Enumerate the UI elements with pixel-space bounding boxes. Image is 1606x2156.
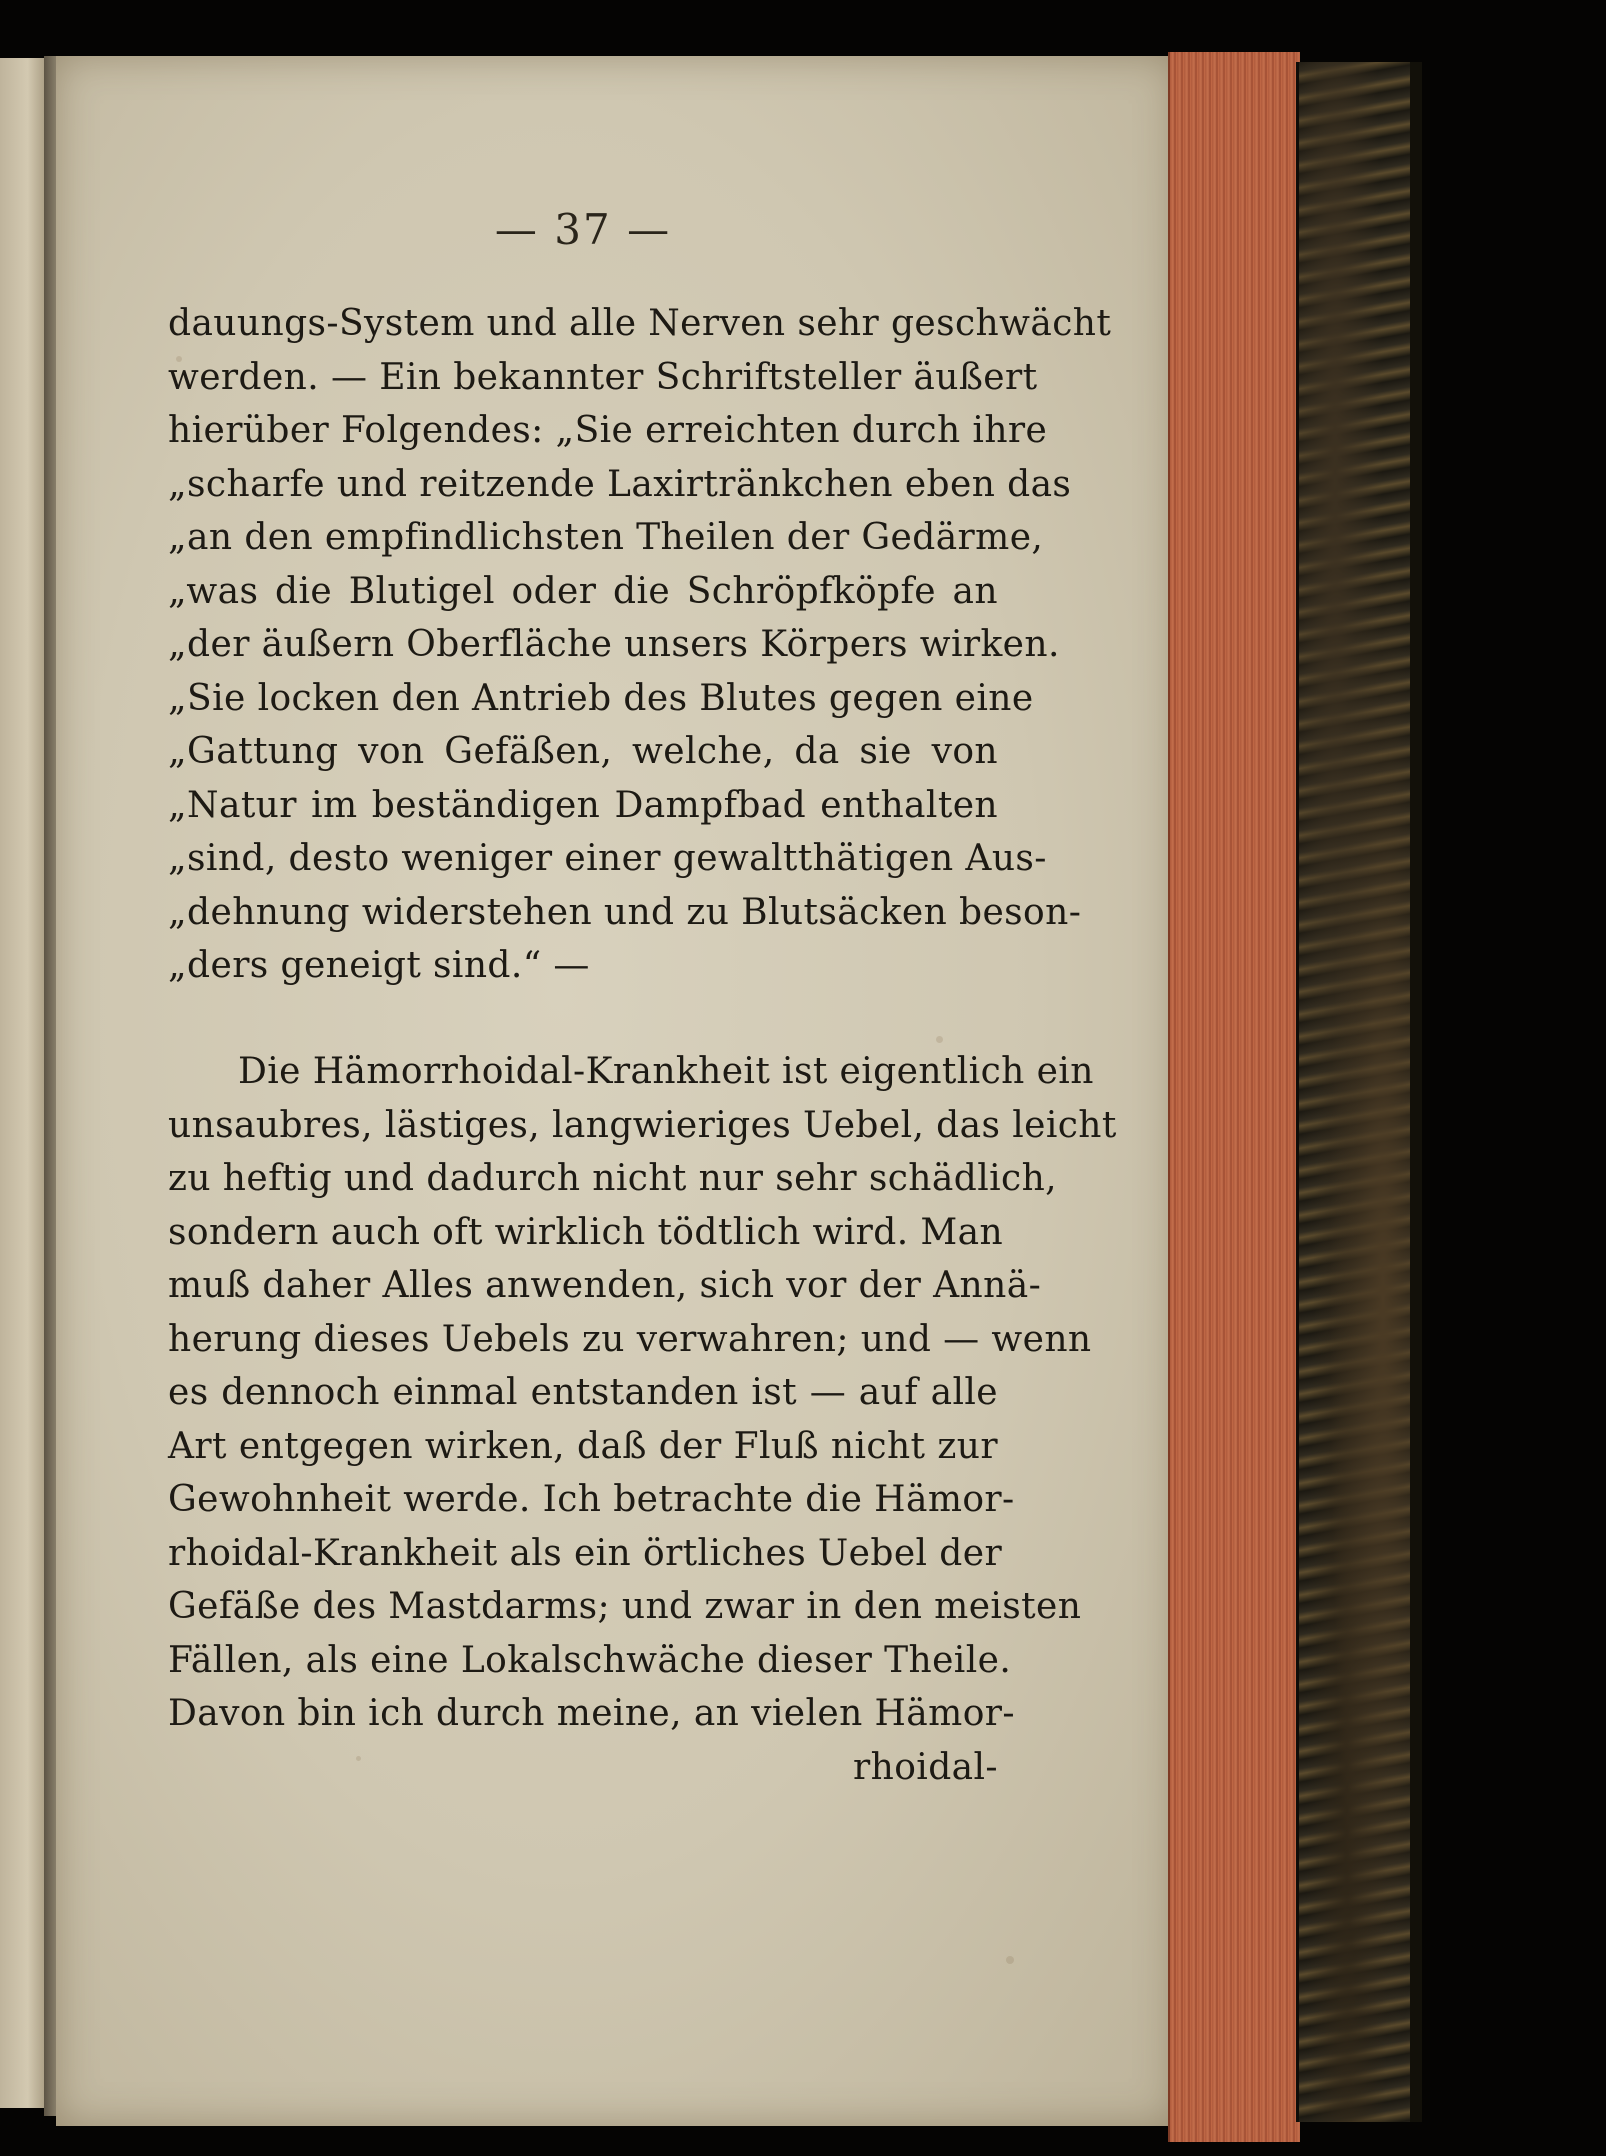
text-line: „Gattung von Gefäßen, welche, da sie von	[168, 731, 998, 772]
paper-spot	[1006, 1956, 1014, 1964]
text-line: „Sie locken den Antrieb des Blutes gegen eine	[168, 677, 1034, 719]
text-line: „sind, desto weniger einer gewaltthätigen Aus-	[168, 838, 1047, 879]
text-line: werden. — Ein bekannter Schriftsteller äußert	[168, 356, 1038, 398]
cover-edge	[1410, 62, 1422, 2122]
text-line: Davon bin ich durch meine, an vielen Hämor-	[168, 1693, 1015, 1734]
text-line: rhoidal-Krankheit als ein örtliches Uebel der	[168, 1532, 1003, 1574]
text-line: dauungs-System und alle Nerven sehr geschwächt	[168, 303, 1112, 344]
left-page-edge	[0, 58, 48, 2108]
text-line: Gewohnheit werde. Ich betrachte die Hämor-	[168, 1479, 1015, 1520]
text-line: hierüber Folgendes: „Sie erreichten durch ihre	[168, 410, 1048, 451]
text-line: „was die Blutigel oder die Schröpfköpfe an	[168, 570, 998, 612]
text-line: Die Hämorrhoidal-Krankheit ist eigentlich ein	[238, 1051, 1094, 1092]
text-line: „scharfe und reitzende Laxirtränkchen eben das	[168, 463, 1072, 505]
text-line: „Natur im beständigen Dampfbad enthalten	[168, 784, 998, 826]
marbled-cover	[1296, 62, 1419, 2122]
text-line: zu heftig und dadurch nicht nur sehr schädlich,	[168, 1158, 1058, 1199]
catchword: rhoidal-	[853, 1746, 998, 1788]
text-line: „an den empfindlichsten Theilen der Gedärme,	[168, 517, 1044, 558]
paragraph-1	[168, 297, 1112, 993]
text-line: „dehnung widerstehen und zu Blutsäcken beson-	[168, 891, 1082, 933]
text-line: sondern auch oft wirklich tödtlich wird. Man	[168, 1211, 1004, 1253]
text-line: Art entgegen wirken, daß der Fluß nicht zur	[168, 1425, 998, 1467]
text-line: „der äußern Oberfläche unsers Körpers wirken.	[168, 624, 1060, 665]
text-line: herung dieses Uebels zu verwahren; und — wenn	[168, 1318, 1092, 1360]
text-line: unsaubres, lästiges, langwieriges Uebel, das leicht	[168, 1104, 1117, 1146]
text-line: „ders geneigt sind.“ —	[168, 945, 590, 986]
text-line: muß daher Alles anwenden, sich vor der Annä-	[168, 1265, 1042, 1306]
paragraph-2	[168, 1045, 1117, 1794]
text-line: es dennoch einmal entstanden ist — auf alle	[168, 1372, 998, 1413]
text-line: Fällen, als eine Lokalschwäche dieser Theile.	[168, 1639, 1012, 1681]
page-fore-edge	[1168, 52, 1300, 2142]
text-line: Gefäße des Mastdarms; und zwar in den meisten	[168, 1586, 1082, 1627]
page-number: — 37 —	[494, 205, 672, 254]
paper-spot	[936, 1036, 943, 1043]
